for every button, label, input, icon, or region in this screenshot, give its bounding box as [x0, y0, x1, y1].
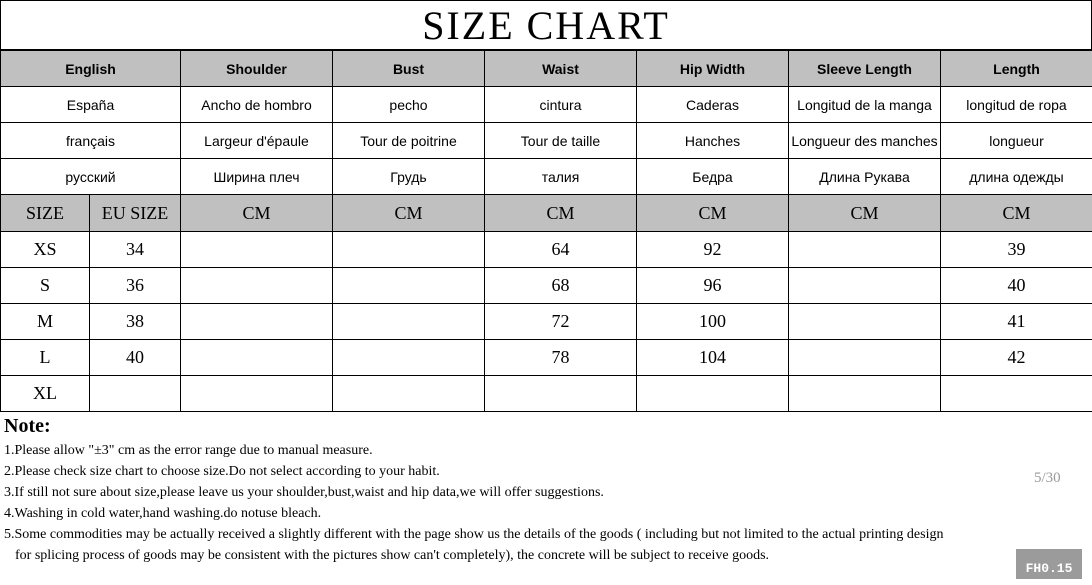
header-cell-sleeve-length: Sleeve Length	[789, 51, 941, 87]
size-label-cell: S	[1, 268, 90, 304]
table-row-s	[1, 268, 1092, 304]
header-cell-waist: Waist	[485, 51, 637, 87]
units-cell: CM	[789, 195, 941, 232]
translation-row-french	[1, 123, 1092, 159]
sleeve-cell	[789, 376, 941, 412]
units-cell: CM	[485, 195, 637, 232]
units-cell-size: SIZE	[1, 195, 90, 232]
units-cell: CM	[333, 195, 485, 232]
translation-cell: España	[1, 87, 181, 123]
bust-cell	[333, 232, 485, 268]
translation-cell: longueur	[941, 123, 1092, 159]
shoulder-cell	[181, 232, 333, 268]
translation-cell: Largeur d'épaule	[181, 123, 333, 159]
waist-cell	[485, 376, 637, 412]
bust-cell	[333, 340, 485, 376]
size-label-cell: M	[1, 304, 90, 340]
units-cell-eu-size: EU SIZE	[90, 195, 181, 232]
bust-cell	[333, 268, 485, 304]
size-chart-table	[0, 50, 1092, 412]
units-cell: CM	[941, 195, 1092, 232]
note-line: 1.Please allow "±3" cm as the error range due to manual measure.	[4, 443, 373, 458]
eu-size-cell	[90, 376, 181, 412]
hip-cell: 92	[637, 232, 789, 268]
note-line: 2.Please check size chart to choose size.Do not select according to your habit.	[4, 464, 440, 479]
translation-cell: Longueur des manches	[789, 123, 941, 159]
page-title: SIZE CHART	[0, 0, 1092, 50]
size-label-cell: XS	[1, 232, 90, 268]
translation-row-russian	[1, 159, 1092, 195]
shoulder-cell	[181, 340, 333, 376]
sleeve-cell	[789, 340, 941, 376]
length-cell: 40	[941, 268, 1092, 304]
size-label-cell: L	[1, 340, 90, 376]
waist-cell: 68	[485, 268, 637, 304]
note-continuation: for splicing process of goods may be consistent with the pictures show can't completely), the concrete will be subject to receive goods.	[15, 548, 770, 563]
length-cell	[941, 376, 1092, 412]
length-cell: 39	[941, 232, 1092, 268]
translation-cell: Longitud de la manga	[789, 87, 941, 123]
translation-cell: longitud de ropa	[941, 87, 1092, 123]
table-row-l	[1, 340, 1092, 376]
size-label-cell: XL	[1, 376, 90, 412]
eu-size-cell: 40	[90, 340, 181, 376]
shoulder-cell	[181, 376, 333, 412]
units-row	[1, 195, 1092, 232]
header-cell-english: English	[1, 51, 181, 87]
translation-cell: Ширина плеч	[181, 159, 333, 195]
translation-cell: Tour de poitrine	[333, 123, 485, 159]
waist-cell: 64	[485, 232, 637, 268]
hip-cell: 104	[637, 340, 789, 376]
note-line: 4.Washing in cold water,hand washing.do notuse bleach.	[4, 506, 322, 521]
table-row-m	[1, 304, 1092, 340]
units-cell: CM	[181, 195, 333, 232]
table-row-xl	[1, 376, 1092, 412]
shoulder-cell	[181, 304, 333, 340]
translation-cell: Ancho de hombro	[181, 87, 333, 123]
translation-cell: Бедра	[637, 159, 789, 195]
length-cell: 42	[941, 340, 1092, 376]
translation-cell: Hanches	[637, 123, 789, 159]
waist-cell: 72	[485, 304, 637, 340]
translation-row-spanish	[1, 87, 1092, 123]
eu-size-cell: 36	[90, 268, 181, 304]
hip-cell: 96	[637, 268, 789, 304]
translation-cell: Caderas	[637, 87, 789, 123]
waist-cell: 78	[485, 340, 637, 376]
header-cell-shoulder: Shoulder	[181, 51, 333, 87]
translation-cell: pecho	[333, 87, 485, 123]
notes-section	[4, 414, 1004, 566]
table-row-xs	[1, 232, 1092, 268]
page-indicator: 5/30	[1034, 470, 1061, 486]
sleeve-cell	[789, 232, 941, 268]
note-line: 3.If still not sure about size,please leave us your shoulder,bust,waist and hip data,we will offer suggestions.	[4, 485, 604, 500]
sleeve-cell	[789, 304, 941, 340]
header-cell-length: Length	[941, 51, 1092, 87]
translation-cell: cintura	[485, 87, 637, 123]
translation-cell: Грудь	[333, 159, 485, 195]
translation-cell: Tour de taille	[485, 123, 637, 159]
units-cell: CM	[637, 195, 789, 232]
translation-cell: Длина Рукава	[789, 159, 941, 195]
translation-cell: длина одежды	[941, 159, 1092, 195]
sleeve-cell	[789, 268, 941, 304]
eu-size-cell: 38	[90, 304, 181, 340]
translation-cell: русский	[1, 159, 181, 195]
eu-size-cell: 34	[90, 232, 181, 268]
product-code-badge: FH0.15	[1016, 549, 1082, 579]
bust-cell	[333, 376, 485, 412]
length-cell: 41	[941, 304, 1092, 340]
header-cell-hip-width: Hip Width	[637, 51, 789, 87]
bust-cell	[333, 304, 485, 340]
notes-title: Note:	[4, 415, 51, 437]
translation-cell: français	[1, 123, 181, 159]
hip-cell: 100	[637, 304, 789, 340]
translation-cell: талия	[485, 159, 637, 195]
shoulder-cell	[181, 268, 333, 304]
header-row	[1, 51, 1092, 87]
note-line: 5.Some commodities may be actually received a slightly different with the page show us the details of the goods ( including but not limited to the actual printing design	[4, 527, 944, 542]
hip-cell	[637, 376, 789, 412]
header-cell-bust: Bust	[333, 51, 485, 87]
